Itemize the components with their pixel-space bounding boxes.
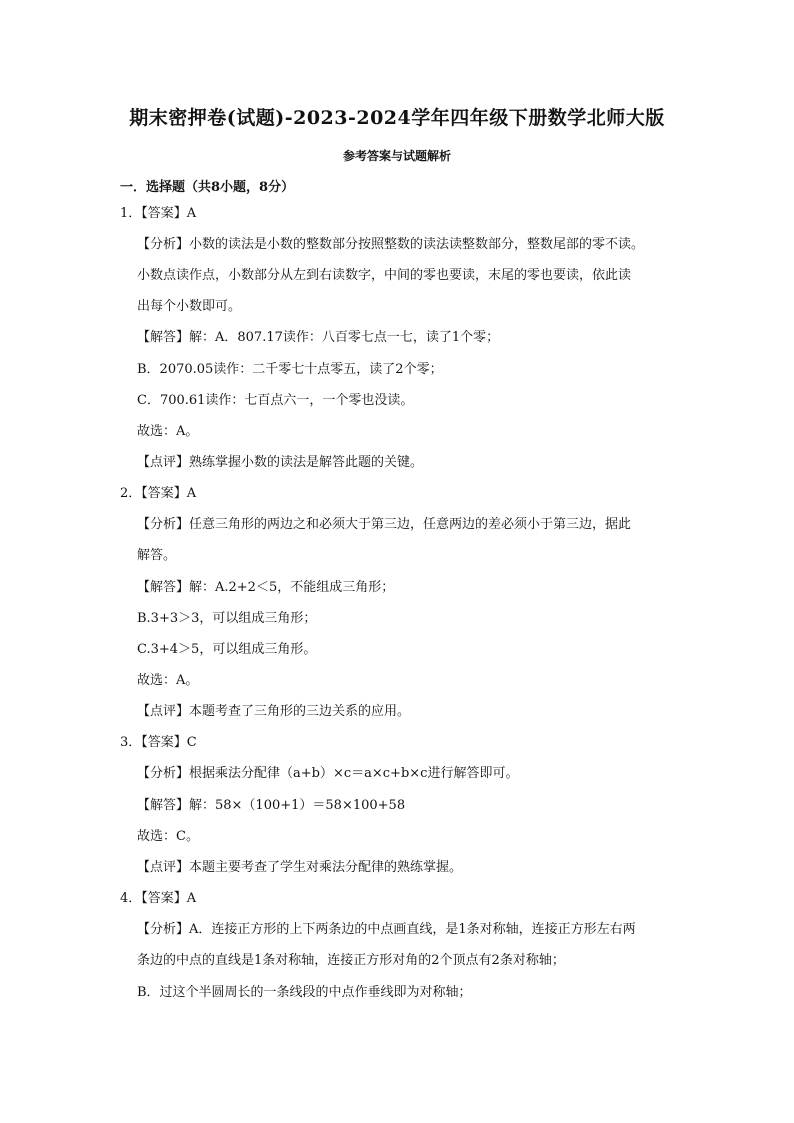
q1-analysis-line: 小数点读作点，小数部分从左到右读数字，中间的零也要读，末尾的零也要读，依此读 [137,268,632,283]
q3-comment: 【点评】本题主要考查了学生对乘法分配律的熟练掌握。 [137,860,463,875]
q1-solution-line: 【解答】解：A．807.17读作：八百零七点一七，读了1个零； [137,330,500,345]
q2-analysis-line: 【分析】任意三角形的两边之和必须大于第三边，任意两边的差必须小于第三边，据此 [137,517,632,532]
q3-choice: 故选：C。 [137,829,199,844]
q1-analysis-line: 出每个小数即可。 [137,299,242,314]
q2-solution-line: C.3+4＞5，可以组成三角形。 [137,642,317,657]
q1-comment: 【点评】熟练掌握小数的读法是解答此题的关键。 [137,455,424,470]
q2-analysis-line: 解答。 [137,548,177,563]
q4-analysis-line: 【分析】A．连接正方形的上下两条边的中点画直线，是1条对称轴，连接正方形左右两 [137,922,636,937]
q4-analysis-line: B．过这个半圆周长的一条线段的中点作垂线即为对称轴； [137,985,472,1000]
page-title: 期末密押卷(试题)-2023-2024学年四年级下册数学北师大版 [129,107,665,129]
q2-solution-line: B.3+3＞3，可以组成三角形； [137,611,317,626]
page-subtitle: 参考答案与试题解析 [342,149,451,163]
question-2-answer: 2．【答案】A [120,486,197,501]
q1-analysis-line: 【分析】小数的读法是小数的整数部分按照整数的读法读整数部分，整数尾部的零不读。 [137,237,645,252]
q1-choice: 故选：A。 [137,424,199,439]
q3-solution-line: 【解答】解：58×（100+1）＝58×100+58 [137,798,406,813]
section-heading: 一．选择题（共8小题，8分） [120,180,295,195]
q2-solution-line: 【解答】解：A.2+2＜5，不能组成三角形； [137,580,395,595]
q2-comment: 【点评】本题考查了三角形的三边关系的应用。 [137,704,411,719]
question-1-answer: 1．【答案】A [120,206,197,221]
q1-solution-line: B．2070.05读作：二千零七十点零五，读了2个零； [137,362,443,377]
q1-solution-line: C．700.61读作：七百点六一，一个零也没读。 [137,393,414,408]
q2-choice: 故选：A。 [137,673,199,688]
q3-analysis-line: 【分析】根据乘法分配律（a+b）×c＝a×c+b×c进行解答即可。 [137,766,519,781]
question-4-answer: 4．【答案】A [120,891,197,906]
q4-analysis-line: 条边的中点的直线是1条对称轴，连接正方形对角的2个顶点有2条对称轴； [137,953,565,968]
question-3-answer: 3．【答案】C [120,735,197,750]
